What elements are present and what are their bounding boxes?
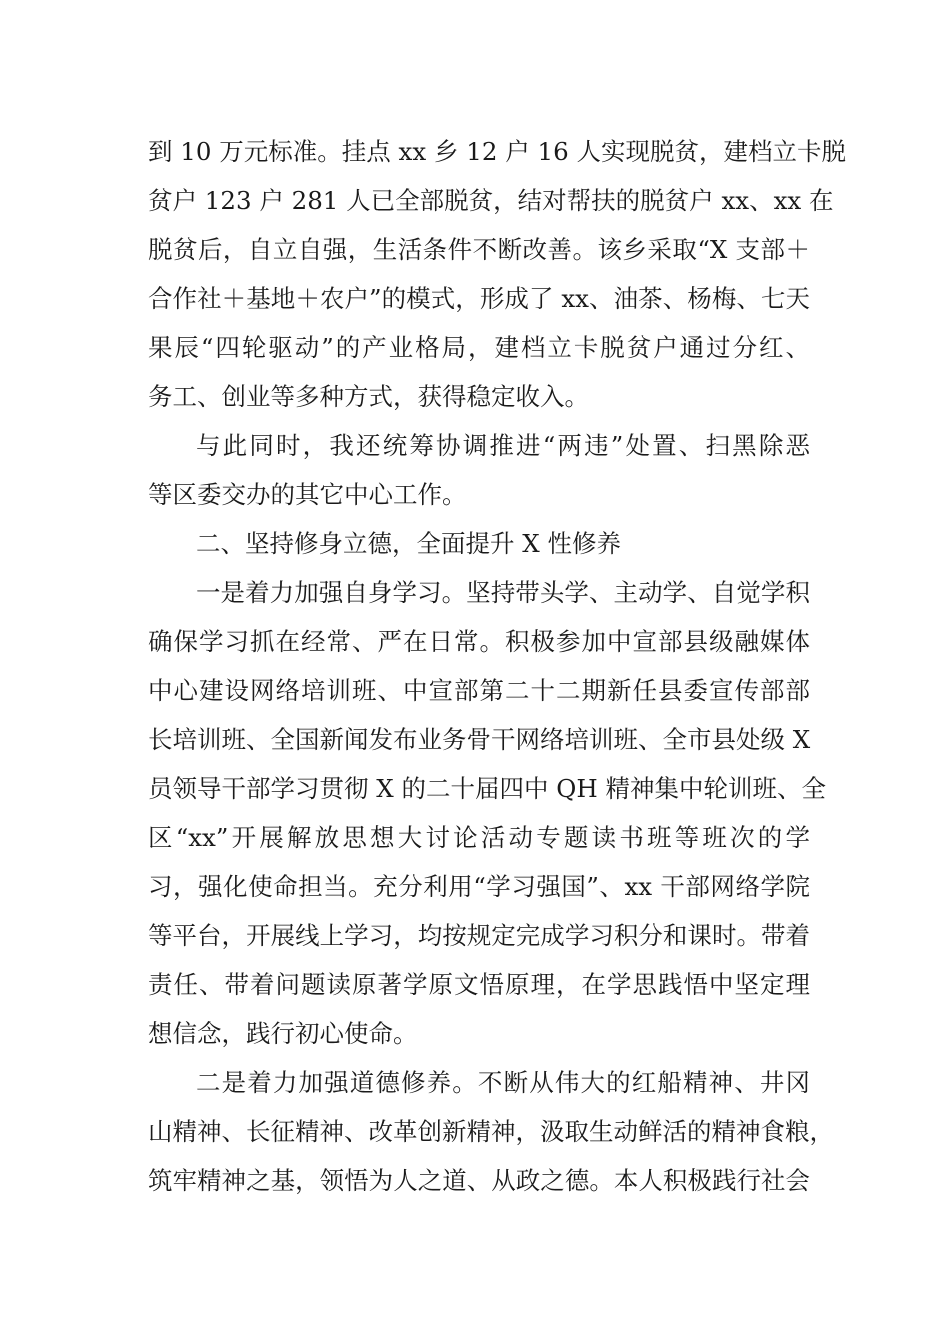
text-line: 员领导干部学习贯彻 X 的二十届四中 QH 精神集中轮训班、全	[148, 774, 827, 803]
text-line: 合作社＋基地＋农户”的模式，形成了 xx、油茶、杨梅、七天	[148, 284, 810, 313]
text-line: 山精神、长征精神、改革创新精神，汲取生动鲜活的精神食粮，	[148, 1117, 834, 1146]
text-line: 果辰“四轮驱动”的产业格局，建档立卡脱贫户通过分红、	[148, 333, 810, 362]
text-line: 贫户 123 户 281 人已全部脱贫，结对帮扶的脱贫户 xx、xx 在	[148, 186, 834, 215]
paragraph-first-line: 与此同时，我还统筹协调推进“两违”处置、扫黑除恶	[196, 431, 810, 460]
text-line: 等区委交办的其它中心工作。	[148, 480, 467, 509]
text-line: 到 10 万元标准。挂点 xx 乡 12 户 16 人实现脱贫，建档立卡脱	[148, 137, 846, 166]
text-line: 习，强化使命担当。充分利用“学习强国”、xx 干部网络学院	[148, 872, 810, 901]
text-line: 筑牢精神之基，领悟为人之道、从政之德。本人积极践行社会	[148, 1166, 810, 1195]
text-line: 区“xx”开展解放思想大讨论活动专题读书班等班次的学	[148, 823, 810, 852]
text-line: 中心建设网络培训班、中宣部第二十二期新任县委宣传部部	[148, 676, 810, 705]
text-line: 确保学习抓在经常、严在日常。积极参加中宣部县级融媒体	[148, 627, 810, 656]
text-line: 责任、带着问题读原著学原文悟原理，在学思践悟中坚定理	[148, 970, 810, 999]
text-line: 务工、创业等多种方式，获得稳定收入。	[148, 382, 589, 411]
text-line: 想信念，践行初心使命。	[148, 1019, 418, 1048]
section-heading: 二、坚持修身立德，全面提升 X 性修养	[196, 529, 622, 558]
paragraph-first-line: 一是着力加强自身学习。坚持带头学、主动学、自觉学积	[196, 578, 810, 607]
text-line: 长培训班、全国新闻发布业务骨干网络培训班、全市县处级 X	[148, 725, 811, 754]
text-line: 等平台，开展线上学习，均按规定完成学习积分和课时。带着	[148, 921, 810, 950]
text-line: 脱贫后，自立自强，生活条件不断改善。该乡采取“X 支部＋	[148, 235, 810, 264]
paragraph-first-line: 二是着力加强道德修养。不断从伟大的红船精神、井冈	[196, 1068, 810, 1097]
